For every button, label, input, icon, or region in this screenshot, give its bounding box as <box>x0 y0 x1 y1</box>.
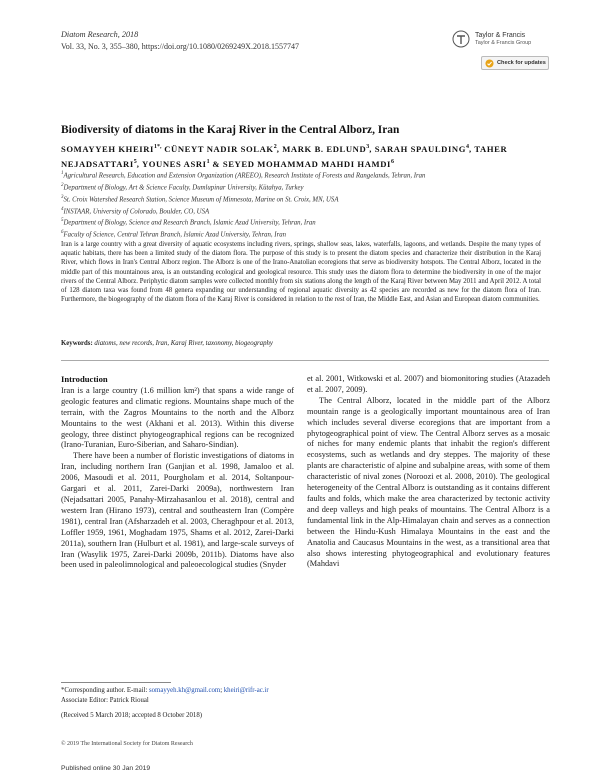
publisher-logo-icon <box>452 30 470 48</box>
associate-editor: Associate Editor: Patrick Rioual <box>61 696 149 704</box>
right-column <box>307 374 550 570</box>
author: & SEYED MOHAMMAD MAHDI HAMDI$^6$ <box>212 158 394 169</box>
keywords-text: diatoms, new records, Iran, Karaj River, taxonomy, biogeography <box>94 340 273 347</box>
author-list <box>61 141 551 171</box>
section-divider <box>61 360 549 361</box>
author: YOUNES ASRI$^1$ <box>141 158 210 169</box>
paragraph: The Central Alborz, located in the middle part of the Alborz mountain range is a geologically important mountainous area of Iran which includes several diverse ecoregions that are important from a phytogeographical point of view. The Central Alborz serves as a mosaic of niches for many endemic plants that inhabit the region's different ecosystems, such as wetlands and dry steppes. The majority of these plants are characteristic of alpine and subalpine areas, with some of them characteristic of nival zones (Noroozi et al. 2008, 2010). The geological heterogeneity of the Central Alborz is outstanding as it contains different faults and folds, which make the area characterized by tectonic activity and deep valleys and high peaks of mountains. The Central Alborz is a fundamental link in the Alp-Himalayan chain and serves as a connection between the Hindu-Kush Himalaya Mountains in the east and the Anatolia and Caucasus Mountains in the west, as a transitional area that also shows interesting phytogeographical and evolutionary features (Mahdavi <box>307 395 550 569</box>
paragraph: et al. 2001, Witkowski et al. 2007) and biomonitoring studies (Atazadeh et al. 2007, 2009). <box>307 374 550 394</box>
keywords <box>61 340 541 347</box>
published-date: Published online 30 Jan 2019 <box>61 765 151 772</box>
check-updates-label: Check for updates <box>497 60 546 66</box>
keywords-label: Keywords: <box>61 340 93 347</box>
author: CÜNEYT NADIR SOLAK$^2$, <box>164 143 280 154</box>
author: MARK B. EDLUND$^3$, <box>282 143 373 154</box>
affiliation-list <box>61 169 561 240</box>
section-heading: Introduction <box>61 374 108 384</box>
check-updates-icon <box>485 59 494 68</box>
paragraph: There have been a number of floristic investigations of diatoms in Iran, including northern Iran (Ganjian et al. 1998, Jamaloo et al. 2006, Masoudi et al. 2011, Pourgholam et al. 2014, Soltanpour-Gargari et al. 2011, Zarei-Darki 2009a), northwestern Iran (Nejadsattari 2005, Panahy-Mirzahasanlou et al. 2018), central and western Iran (Hirano 1973), central and southeastern Iran (Compère 1981), central Iran (Afsharzadeh et al. 2003, Cheraghpour et al. 2013, Loffler 1959, 1961, Moghadam 1975, Shams et al. 2012, Zarei-Darki 2011a), southern Iran (Hulburt et al. 1981), and large-scale surveys of Iran (Wasylik 1975, Zarei-Darki 2009b, 2011b). Diatoms have also been used in paleolimnological and paleoecological studies (Snyder <box>61 451 294 570</box>
article-title: Biodiversity of diatoms in the Karaj River in the Central Alborz, Iran <box>61 124 400 136</box>
affiliation: $^4$INSTAAR, University of Colorado, Boulder, CO, USA <box>61 206 210 215</box>
affiliation: $^2$Department of Biology, Art & Science Faculty, Dumlupinar University, Kütahya, Turkey <box>61 182 304 192</box>
publisher-name: Taylor & Francis <box>475 32 526 40</box>
check-updates-button[interactable] <box>481 56 549 70</box>
left-column <box>61 374 294 571</box>
journal-name: Diatom Research, 2018 <box>61 30 139 39</box>
author: SARAH SPAULDING$^4$, <box>374 143 472 154</box>
author: SOMAYYEH $KHEIRI^{1*,}$ <box>61 143 162 154</box>
publisher-group: Taylor & Francis Group <box>475 39 532 46</box>
affiliation: $^1$Agricultural Research, Education and Extension Organization (AREEO), Research Institute of Forests and Rangelands, Tehran, Iran <box>61 171 426 180</box>
copyright-notice: © 2019 The International Society for Diatom Research <box>61 741 193 747</box>
affiliation: $^6$Faculty of Science, Central Tehran Branch, Islamic Azad University, Tehran, Iran <box>61 230 287 239</box>
publisher-logo[interactable] <box>452 30 531 48</box>
footnote-divider <box>61 682 171 683</box>
received-dates: (Received 5 March 2018; accepted 8 October 2018) <box>61 712 202 720</box>
affiliation: $^5$Department of Biology, Science and Research Branch, Islamic Azad University, Tehran, Iran <box>61 218 316 227</box>
email-link[interactable]: kheiri@rifr-ac.ir <box>223 687 269 694</box>
footnotes <box>61 686 541 721</box>
paragraph: Iran is a large country (1.6 million km²) that spans a wide range of geologic features and climatic regions. Mountains shape much of the terrain, with the Zagros Mountains to the north and the Alborz Mountains to the west (Akhani et al. 2013). Within this diverse geology, three distinct phytogeographical regions can be recognized (Irano-Turanian, Euro-Siberian, and Saharo-Sindian). <box>61 385 294 450</box>
corresponding-author: *Corresponding author. E-mail: somayyeh.kh@gmail.com; kheiri@rifr-ac.ir <box>61 687 269 694</box>
email-link[interactable]: somayyeh.kh@gmail.com <box>148 687 221 694</box>
volume-doi-line[interactable]: Vol. 33, No. 3, 355–380, https://doi.org/10.1080/0269249X.2018.1557747 <box>61 42 299 51</box>
abstract: Iran is a large country with a great diversity of aquatic ecosystems including rivers, springs, shallow seas, lakes, waterfalls, lagoons, and wetlands. Despite the many types of aquatic habitats, there has been a limited study of the diatom flora. The purpose of this study is to present the diatom species and characterize their distribution in the Karaj River, which flows in Iran's Central Alborz region. The Alborz is one of the Irano-Anatolian ecoregions that serve as biodiversity hotspots. The Central Alborz, located in the middle part of this mountainous area, is an outstanding ecological and geological resource. This study uses the diatom flora to determine the biodiversity in one of the major rivers of the Central Alborz. Periphytic diatom samples were collected monthly from six stations along the length of the Karaj River between May 2011 and April 2012. A total of 128 diatom taxa was found from 48 genera expanding our understanding of regional aquatic diversity as 42 species are recorded as new for the diatom flora of Iran. Furthermore, the biogeography of the diatom flora of the Karaj River is considered in relation to the rest of Iran, the Middle East, and Asian and European diatom communities. <box>61 241 541 304</box>
author: TAHER NEJADSATTARI$^5$, <box>61 143 508 169</box>
affiliation: $^3$St. Croix Watershed Research Station, Science Museum of Minnesota, Marine on St. Croix, MN, USA <box>61 194 339 203</box>
